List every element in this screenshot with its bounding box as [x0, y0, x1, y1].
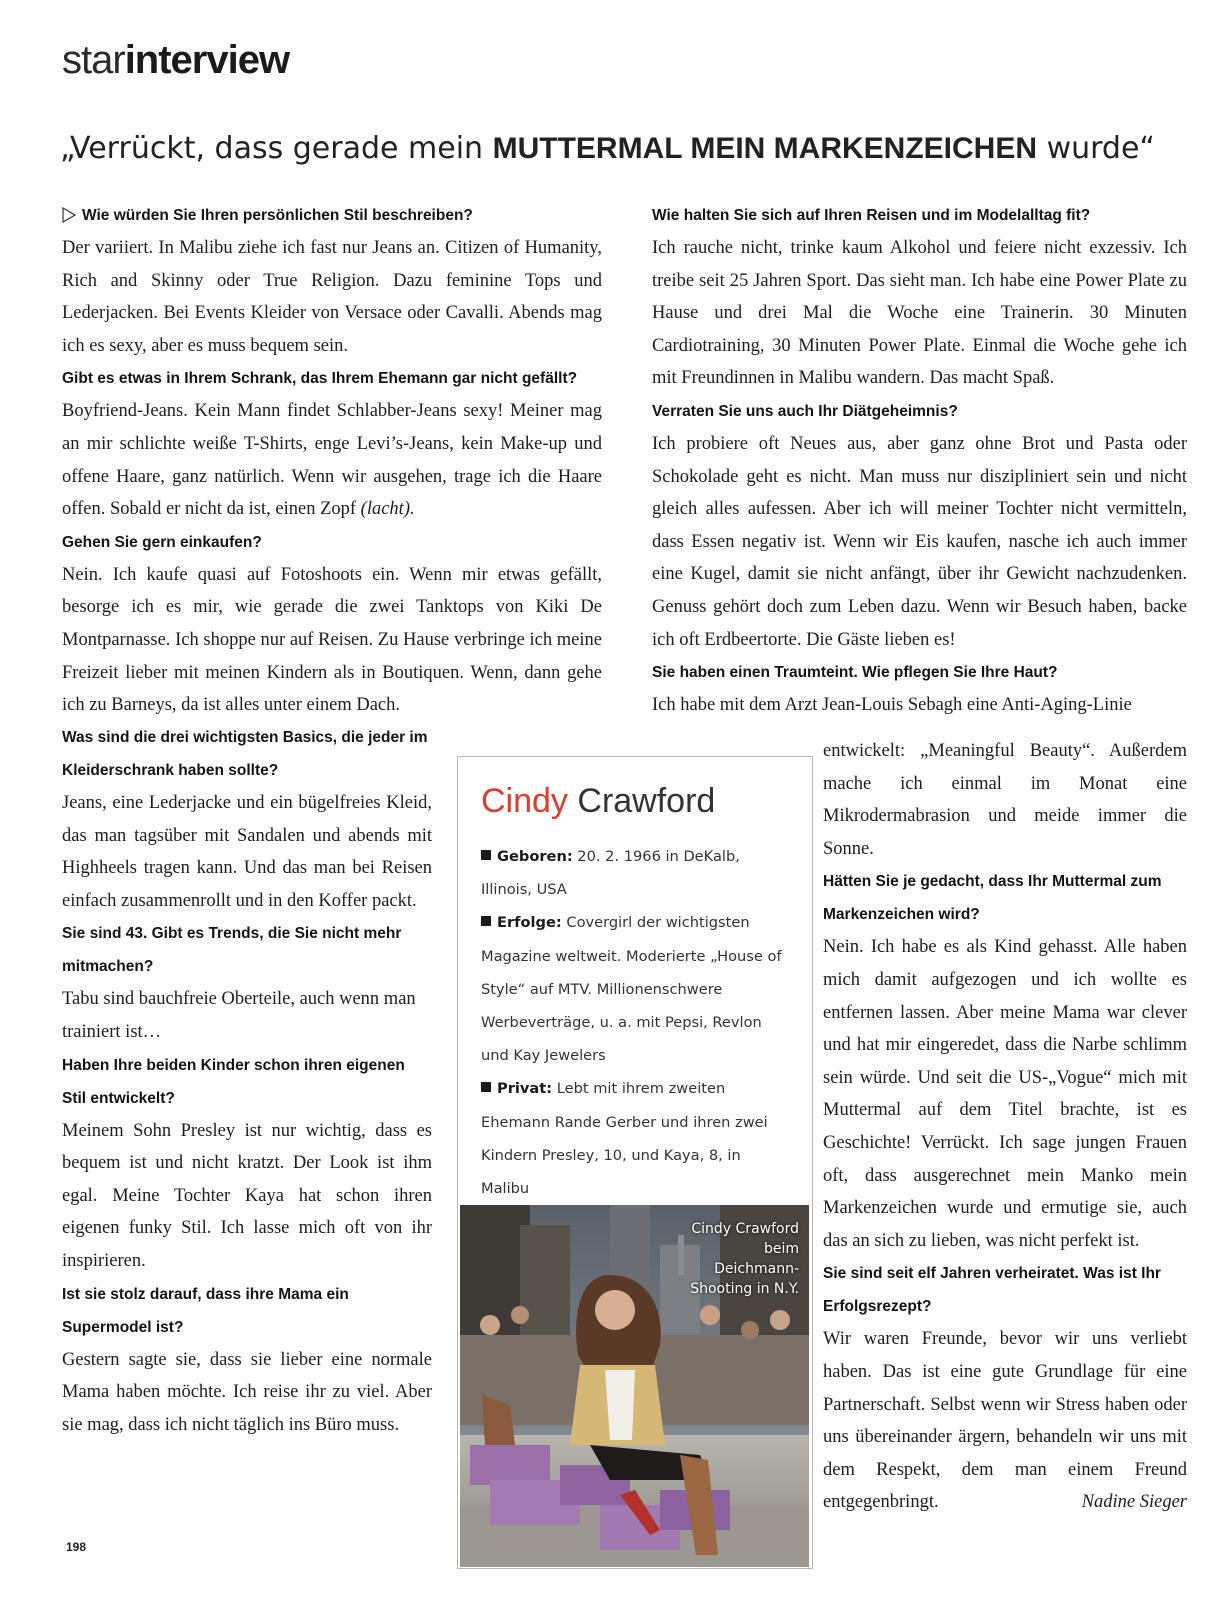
- question: [62, 199, 602, 232]
- info-body: [481, 840, 791, 1205]
- question-text: Wie würden Sie Ihren persönlichen Stil beschreiben?: [82, 207, 473, 224]
- bullet-square-icon: [481, 1082, 491, 1092]
- info-success-label: Erfolge:: [497, 914, 562, 932]
- answer: Der variiert. In Malibu ziehe ich fast nur Jeans an. Citizen of Humanity, Rich and Skinny oder True Religion. Dazu feminine Tops und Lederjacken. Bei Events Kleider von Versace oder Cavalli. Abends mag ich es sexy, aber es muss bequem sein.: [62, 238, 602, 356]
- right-column-top: [652, 199, 1187, 722]
- section-tag: [62, 38, 289, 82]
- question: Hätten Sie je gedacht, dass Ihr Muttermal zum Markenzeichen wird?: [823, 873, 1162, 924]
- left-column-top: [62, 199, 602, 722]
- question: Gibt es etwas in Ihrem Schrank, das Ihrem Ehemann gar nicht gefällt?: [62, 370, 578, 388]
- answer: Ich probiere oft Neues aus, aber ganz ohne Brot und Pasta oder Schokolade geht es nicht. Man muss nur diszipliniert sein und nicht gleich alles aufessen. Aber ich will meiner Tochter nicht vermitteln, dass Essen negativ ist. Wenn wir Eis kaufen, nasche ich auch immer eine Kugel, damit sie nicht anfängt, über ihr Gewicht nachzudenken. Genuss gehört doch zum Leben dazu. Wenn wir Besuch haben, backe ich oft Erdbeertorte. Die Gäste lieben es!: [652, 433, 1187, 650]
- section-tag-star: star: [62, 38, 125, 82]
- headline-bold: MUTTERMAL MEIN MARKENZEICHEN: [492, 132, 1038, 165]
- info-private-label: Privat:: [497, 1080, 553, 1098]
- answer: Tabu sind bauchfreie Oberteile, auch wenn man trainiert ist…: [62, 989, 416, 1042]
- question: Was sind die drei wichtigsten Basics, die jeder im Kleiderschrank haben sollte?: [62, 729, 428, 779]
- headline: [60, 126, 1190, 172]
- photo: [460, 1205, 809, 1567]
- info-born: [481, 840, 791, 906]
- bullet-square-icon: [481, 916, 491, 926]
- answer: entwickelt: „Meaningful Beauty“. Außerdem mache ich einmal im Monat eine Mikrodermabrasion und meide immer die Sonne.: [823, 741, 1187, 859]
- answer: Gestern sagte sie, dass sie lieber eine normale Mama haben möchte. Ich reise ihr zu viel. Aber sie mag, dass ich nicht täglich ins Büro muss.: [62, 1349, 432, 1435]
- headline-open: „Verrückt, dass gerade mein: [60, 131, 493, 166]
- answer: Ich rauche nicht, trinke kaum Alkohol und feiere nicht exzessiv. Ich treibe seit 25 Jahren Sport. Das sieht man. Ich habe eine Power Plate zu Hause und drei Mal die Woche eine Trainerin. 30 Minuten Cardiotraining, 30 Minuten Power Plate. Einmal die Woche gehe ich mit Freundinnen in Malibu wandern. Das macht Spaß.: [652, 238, 1187, 389]
- question: Wie halten Sie sich auf Ihren Reisen und im Modelalltag fit?: [652, 207, 1091, 224]
- photo-caption: Cindy Crawford beim Deichmann-Shooting in N.Y.: [690, 1221, 799, 1297]
- question: Gehen Sie gern einkaufen?: [62, 533, 262, 551]
- answer: Jeans, eine Lederjacke und ein bügelfreies Kleid, das man tagsüber mit Sandalen und abends mit Highheels tragen kann. Und das man bei Reisen einfach zusammenrollt und in den Koffer packt.: [62, 793, 432, 911]
- info-name: [481, 781, 715, 821]
- question: Sie haben einen Traumteint. Wie pflegen Sie Ihre Haut?: [652, 664, 1058, 682]
- answer: [823, 1323, 1187, 1519]
- question: Sie sind seit elf Jahren verheiratet. Was ist Ihr Erfolgsrezept?: [823, 1265, 1161, 1316]
- answer: Nein. Ich kaufe quasi auf Fotoshoots ein. Wenn mir etwas gefällt, besorge ich es mir, wie gerade die zwei Tanktops von Kiki De Montparnasse. Ich shoppe nur auf Reisen. Zu Hause verbringe ich meine Freizeit lieber mit meinen Kindern als in Boutiquen. Wenn, dann gehe ich zu Barneys, da ist alles unter einem Dach.: [62, 564, 602, 716]
- question: Haben Ihre beiden Kinder schon ihren eigenen Stil entwickelt?: [62, 1056, 405, 1107]
- bullet-square-icon: [481, 850, 491, 860]
- answer-italic: (lacht).: [360, 499, 415, 520]
- answer-text: Wir waren Freunde, bevor wir uns verliebt haben. Das ist eine gute Grundlage für eine Partnerschaft. Selbst wenn wir Stress haben oder uns übereinander ärgern, behandeln wir uns mit dem Respekt, dem man einem Freund entgegenbringt.: [823, 1329, 1187, 1513]
- left-column-bottom: [62, 721, 432, 1441]
- info-private-text: Lebt mit ihrem zweiten Ehemann Rande Gerber und ihren zwei Kindern Presley, 10, und Kaya, 8, in Malibu: [481, 1080, 768, 1198]
- info-last-name: Crawford: [567, 782, 716, 820]
- info-first-name: Cindy: [481, 782, 568, 820]
- headline-close: wurde“: [1037, 131, 1155, 166]
- answer: [62, 395, 602, 525]
- question: Ist sie stolz darauf, dass ihre Mama ein Supermodel ist?: [62, 1285, 349, 1336]
- right-column-bottom: [823, 735, 1187, 1519]
- answer-text: Boyfriend-Jeans. Kein Mann findet Schlabber-Jeans sexy! Meiner mag an mir schlichte weiße T-Shirts, enge Levi’s-Jeans, kein Make-up und offene Haare, ganz natürlich. Wenn wir ausgehen, trage ich die Haare offen. Sobald er nicht da ist, einen Zopf: [62, 401, 602, 520]
- section-tag-interview: interview: [124, 38, 290, 82]
- page-number: 198: [66, 1540, 87, 1554]
- author-signature: Nadine Sieger: [1081, 1492, 1187, 1513]
- answer: Meinem Sohn Presley ist nur wichtig, dass es bequem ist und nicht kratzt. Der Look ist ihm egal. Meine Tochter Kaya hat schon ihren eigenen funky Stil. Ich lasse mich oft von ihr inspirieren.: [62, 1120, 432, 1271]
- answer: Nein. Ich habe es als Kind gehasst. Alle haben mich damit aufgezogen und ich wollte es entfernen lassen. Aber meine Mama war clever und hat mir eingeredet, dass die Narbe schlimm sein würde. Und seit die US-„Vogue“ mich mit Muttermal auf dem Titel brachte, ist es Geschichte! Verrückt. Ich sage jungen Frauen oft, dass ausgerechnet mein Manko mein Markenzeichen wurde und ermutige sie, auch das an sich zu lieben, was nicht perfekt ist.: [823, 937, 1187, 1251]
- arrow-icon: [62, 207, 76, 223]
- question: Sie sind 43. Gibt es Trends, die Sie nicht mehr mitmachen?: [62, 925, 402, 976]
- info-success-text: Covergirl der wichtigsten Magazine weltweit. Moderierte „House of Style“ auf MTV. Millionenschwere Werbeverträge, u. a. mit Pepsi, Revlon und Kay Jewelers: [481, 914, 782, 1065]
- info-born-text: 20. 2. 1966 in DeKalb, Illinois, USA: [481, 848, 740, 899]
- info-box: [457, 756, 813, 1569]
- answer: Ich habe mit dem Arzt Jean-Louis Sebagh eine Anti-Aging-Linie: [652, 695, 1132, 716]
- info-private: [481, 1072, 791, 1205]
- question: Verraten Sie uns auch Ihr Diätgeheimnis?: [652, 402, 958, 420]
- info-success: [481, 906, 791, 1072]
- info-born-label: Geboren:: [497, 848, 573, 865]
